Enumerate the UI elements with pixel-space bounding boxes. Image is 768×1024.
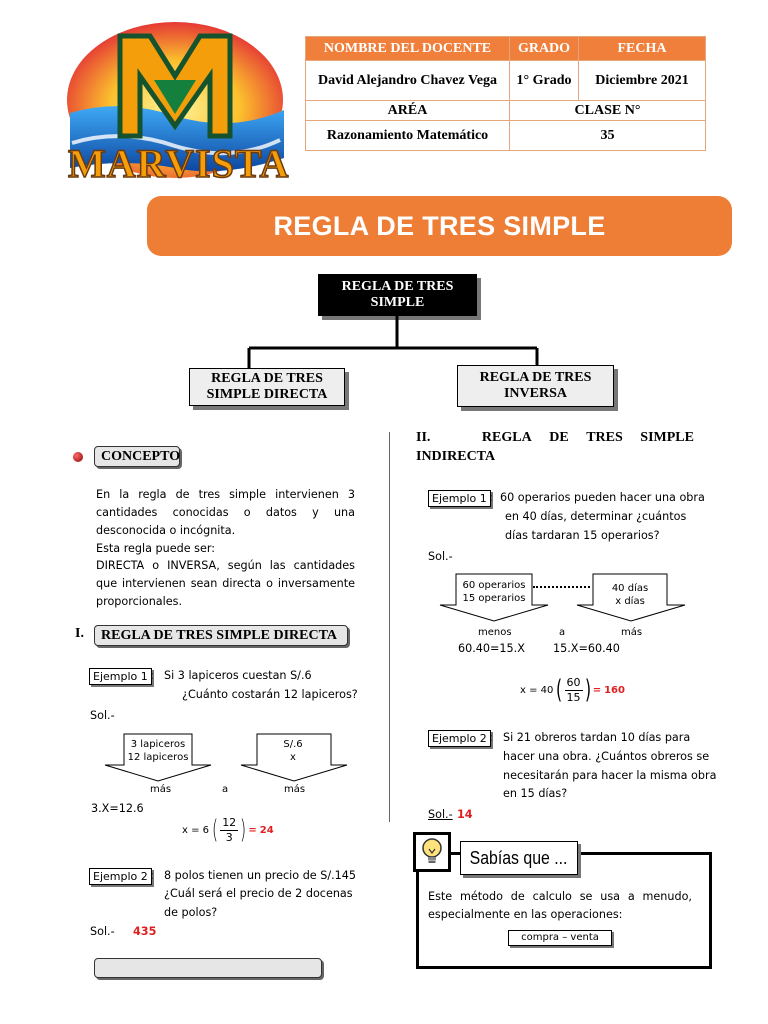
area-value: Razonamiento Matemático: [306, 121, 510, 151]
label-a-1: a: [222, 784, 229, 795]
equals-sign: =: [248, 824, 257, 836]
diagram-inverse: [457, 365, 614, 407]
example1-colon: :: [150, 669, 154, 682]
concept-paragraph-1: En la regla de tres simple intervienen 3 cantidades conocidas o datos y una desconocida o incógnita.: [96, 488, 355, 537]
sabias-tag: compra – venta: [508, 930, 612, 946]
diagram-inverse-label: REGLA DE TRES INVERSA: [479, 370, 592, 401]
example3-eq-right: 15.X=60.40: [553, 642, 620, 655]
example1-line1: Si 3 lapiceros cuestan S/.6: [164, 669, 312, 682]
example2-line2: ¿Cuál será el precio de 2 docenas: [164, 887, 353, 900]
section2-number: II.: [416, 430, 431, 445]
example3-fraction-expr: [520, 672, 625, 708]
x-equals-2: x = 40: [520, 684, 554, 696]
arrow-left-text1: 3 lapiceros: [130, 739, 186, 750]
school-logo: [62, 18, 288, 196]
fraction2-den: 15: [566, 690, 581, 704]
example3-line2: en 40 días, determinar ¿cuántos: [505, 510, 687, 523]
arrow-right2-text1: 40 días: [611, 583, 649, 594]
example4-sol: Sol.-: [428, 808, 453, 821]
fraction2-num: 60: [566, 675, 581, 689]
example3-colon: :: [489, 491, 493, 504]
arrow-right-text2: x: [290, 752, 296, 763]
paren-right-2: ): [584, 675, 591, 705]
bullet-icon: [73, 452, 83, 462]
arrow-left2-text1: 60 operarios: [462, 580, 526, 591]
arrow-left2-text2: 15 operarios: [462, 593, 526, 604]
section2-word-1: REGLA: [481, 430, 532, 445]
section2-title-line2: INDIRECTA: [416, 449, 496, 464]
concept-paragraph-3: DIRECTA o INVERSA, según las cantidades que intervienen sean directa o inversamente proporcionales.: [96, 559, 355, 608]
section2-word-3: TRES: [586, 430, 623, 445]
example4-result: 14: [457, 808, 473, 821]
example2-colon: :: [150, 869, 154, 882]
teacher-name: David Alejandro Chavez Vega: [306, 61, 510, 101]
class-label: CLASE N°: [510, 101, 706, 121]
example3-label: Ejemplo 1: [428, 490, 491, 507]
class-number: 35: [510, 121, 706, 151]
example3-result: 160: [604, 684, 625, 696]
concept-label: CONCEPTO: [94, 446, 180, 467]
fraction-den: 3: [225, 830, 233, 844]
column-divider: [389, 432, 390, 822]
label-menos: menos: [478, 627, 512, 638]
section2-word-2: DE: [549, 430, 569, 445]
example1-sol: Sol.-: [90, 709, 115, 722]
label-a-2: a: [559, 627, 566, 638]
fraction-2: [565, 676, 583, 705]
example4-label: Ejemplo 2: [428, 730, 491, 747]
diagram-root-label: REGLA DE TRES SIMPLE: [341, 279, 454, 310]
arrow-right-text1: S/.6: [283, 739, 303, 750]
example1-fraction-expr: [182, 812, 274, 848]
equals-sign-2: =: [592, 684, 602, 696]
empty-pill: [94, 958, 322, 978]
concept-paragraph-2: Esta regla puede ser:: [96, 542, 216, 555]
col-teacher-header: NOMBRE DEL DOCENTE: [306, 37, 510, 61]
col-date-header: FECHA: [579, 37, 706, 61]
diagram-direct-label: REGLA DE TRES SIMPLE DIRECTA: [206, 371, 328, 402]
arrow-left-text2: 12 lapiceros: [127, 752, 189, 763]
label-mas-1: más: [150, 784, 172, 795]
arrow-right2-text2: x días: [615, 596, 645, 607]
x-equals: x = 6: [182, 824, 210, 836]
example4-line2: hacer una obra. ¿Cuántos obreros se: [503, 750, 710, 763]
example4-colon: :: [489, 731, 493, 744]
example3-line3: días tardaran 15 operarios?: [505, 529, 660, 542]
diagram-direct: [189, 368, 345, 406]
example3-sol: Sol.-: [428, 550, 453, 563]
lightbulb-icon: [413, 832, 451, 872]
example2-sol: Sol.-: [90, 925, 115, 938]
example1-equation: 3.X=12.6: [91, 802, 144, 815]
example2-result: 435: [133, 925, 157, 938]
title-banner: REGLA DE TRES SIMPLE: [147, 196, 732, 256]
example2-line1: 8 polos tienen un precio de S/.145: [164, 869, 357, 882]
sabias-title: Sabías que ...: [470, 847, 568, 868]
grade-value: 1° Grado: [510, 61, 579, 101]
section2-word-4: SIMPLE: [640, 430, 694, 445]
paren-right: ): [240, 815, 247, 845]
info-table: [305, 36, 706, 151]
sabias-text: Este método de calculo se usa a menudo, especialmente en las operaciones:: [428, 890, 692, 921]
example4-line1: Si 21 obreros tardan 10 días para: [503, 731, 691, 744]
section2-title-line1: [416, 430, 694, 446]
fraction: [220, 816, 238, 845]
col-grade-header: GRADO: [510, 37, 579, 61]
section1-number: I.: [75, 626, 84, 641]
example1-line2: ¿Cuánto costarán 12 lapiceros?: [182, 688, 358, 701]
area-label: ARÉA: [306, 101, 510, 121]
logo-text: MARVISTA: [68, 141, 290, 186]
example2-label: Ejemplo 2: [89, 868, 152, 885]
example1-result: 24: [259, 824, 274, 836]
example2-line3: de polos?: [164, 906, 218, 919]
paren-left: (: [212, 815, 219, 845]
date-value: Diciembre 2021: [579, 61, 706, 101]
paren-left-2: (: [556, 675, 563, 705]
label-mas-2: más: [284, 784, 306, 795]
example3-eq-left: 60.40=15.X: [458, 642, 525, 655]
diagram-root: [318, 274, 477, 316]
sabias-title-box: [460, 841, 578, 875]
example1-label: Ejemplo 1: [89, 668, 152, 685]
example3-line1: 60 operarios pueden hacer una obra: [500, 491, 705, 504]
example4-line4: en 15 días?: [503, 787, 568, 800]
section1-title: REGLA DE TRES SIMPLE DIRECTA: [94, 625, 348, 646]
label-mas-3: más: [621, 627, 643, 638]
fraction-num: 12: [222, 815, 237, 829]
example4-line3: necesitarán para hacer la misma obra: [503, 769, 717, 782]
